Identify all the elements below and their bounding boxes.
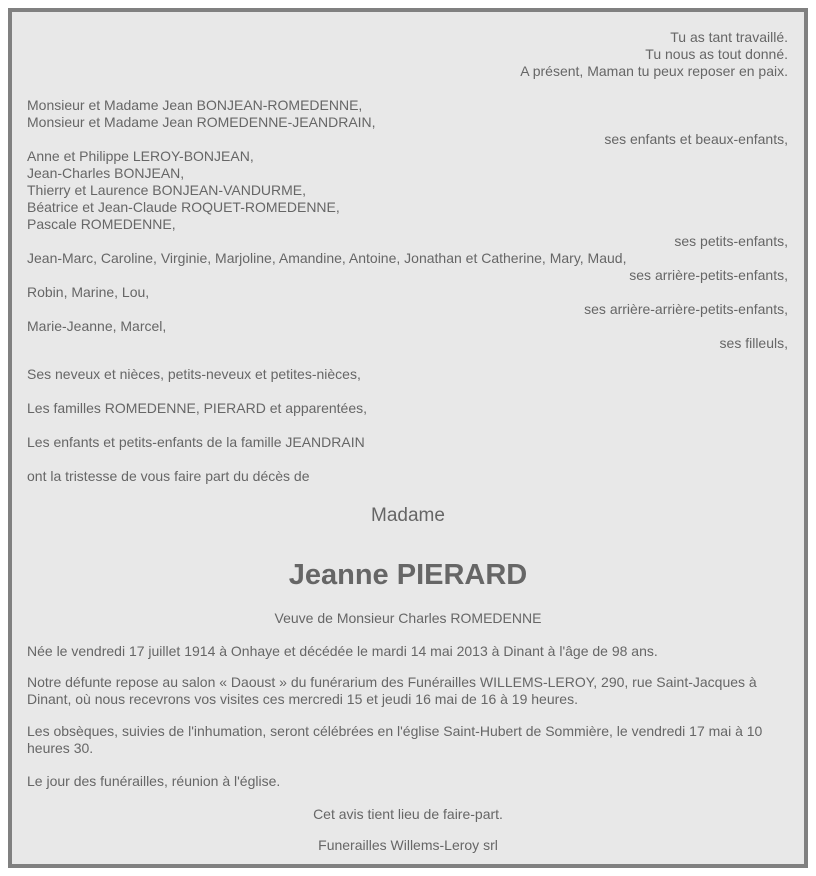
- family-member: Jean-Marc, Caroline, Virginie, Marjoline, Amandine, Antoine, Jonathan et Catherine, Mary, Maud,: [27, 250, 627, 266]
- deceased-title: Madame: [371, 505, 445, 526]
- meeting-info: Le jour des funérailles, réunion à l'église.: [27, 773, 281, 789]
- death-notice: [8, 8, 808, 868]
- funeral-company: Funerailles Willems-Leroy srl: [318, 837, 498, 853]
- family-member: Monsieur et Madame Jean BONJEAN-ROMEDENNE,: [27, 97, 363, 113]
- relation-label: ses filleuls,: [719, 335, 788, 351]
- family-member: Jean-Charles BONJEAN,: [27, 165, 185, 181]
- relatives-line: Les enfants et petits-enfants de la famille JEANDRAIN: [27, 434, 365, 450]
- visitation-info: Notre défunte repose au salon « Daoust » du funérarium des Funérailles WILLEMS-LEROY, 290, rue Saint-Jacques à Dinant, où nous recevrons vos visites ces mercredi 15 et jeudi 16 mai de 16 à 19 heures.: [27, 674, 757, 707]
- widow-of: Veuve de Monsieur Charles ROMEDENNE: [274, 610, 542, 626]
- family-member: Béatrice et Jean-Claude ROQUET-ROMEDENNE,: [27, 199, 340, 215]
- relatives-line: Les familles ROMEDENNE, PIERARD et apparentées,: [27, 400, 368, 416]
- relatives-line: Ses neveux et nièces, petits-neveux et petites-nièces,: [27, 366, 361, 382]
- family-member: Marie-Jeanne, Marcel,: [27, 318, 167, 334]
- announcement-line: ont la tristesse de vous faire part du décès de: [27, 468, 310, 484]
- epigraph-line: Tu as tant travaillé.: [670, 29, 788, 45]
- relation-label: ses enfants et beaux-enfants,: [604, 131, 788, 147]
- notice-statement: Cet avis tient lieu de faire-part.: [313, 806, 503, 822]
- relation-label: ses petits-enfants,: [674, 233, 788, 249]
- family-member: Robin, Marine, Lou,: [27, 284, 150, 300]
- family-member: Anne et Philippe LEROY-BONJEAN,: [27, 148, 254, 164]
- relation-label: ses arrière-arrière-petits-enfants,: [584, 301, 788, 317]
- family-member: Pascale ROMEDENNE,: [27, 216, 176, 232]
- funeral-info: Les obsèques, suivies de l'inhumation, seront célébrées en l'église Saint-Hubert de Sommière, le vendredi 17 mai à 10 heures 30.: [27, 723, 763, 756]
- relation-label: ses arrière-petits-enfants,: [629, 267, 788, 283]
- epigraph-line: Tu nous as tout donné.: [645, 46, 788, 62]
- family-member: Monsieur et Madame Jean ROMEDENNE-JEANDRAIN,: [27, 114, 376, 130]
- family-member: Thierry et Laurence BONJEAN-VANDURME,: [27, 182, 307, 198]
- birth-death-info: Née le vendredi 17 juillet 1914 à Onhaye et décédée le mardi 14 mai 2013 à Dinant à l'âge de 98 ans.: [27, 643, 658, 659]
- deceased-name: Jeanne PIERARD: [288, 559, 528, 591]
- epigraph-line: A présent, Maman tu peux reposer en paix.: [520, 63, 788, 79]
